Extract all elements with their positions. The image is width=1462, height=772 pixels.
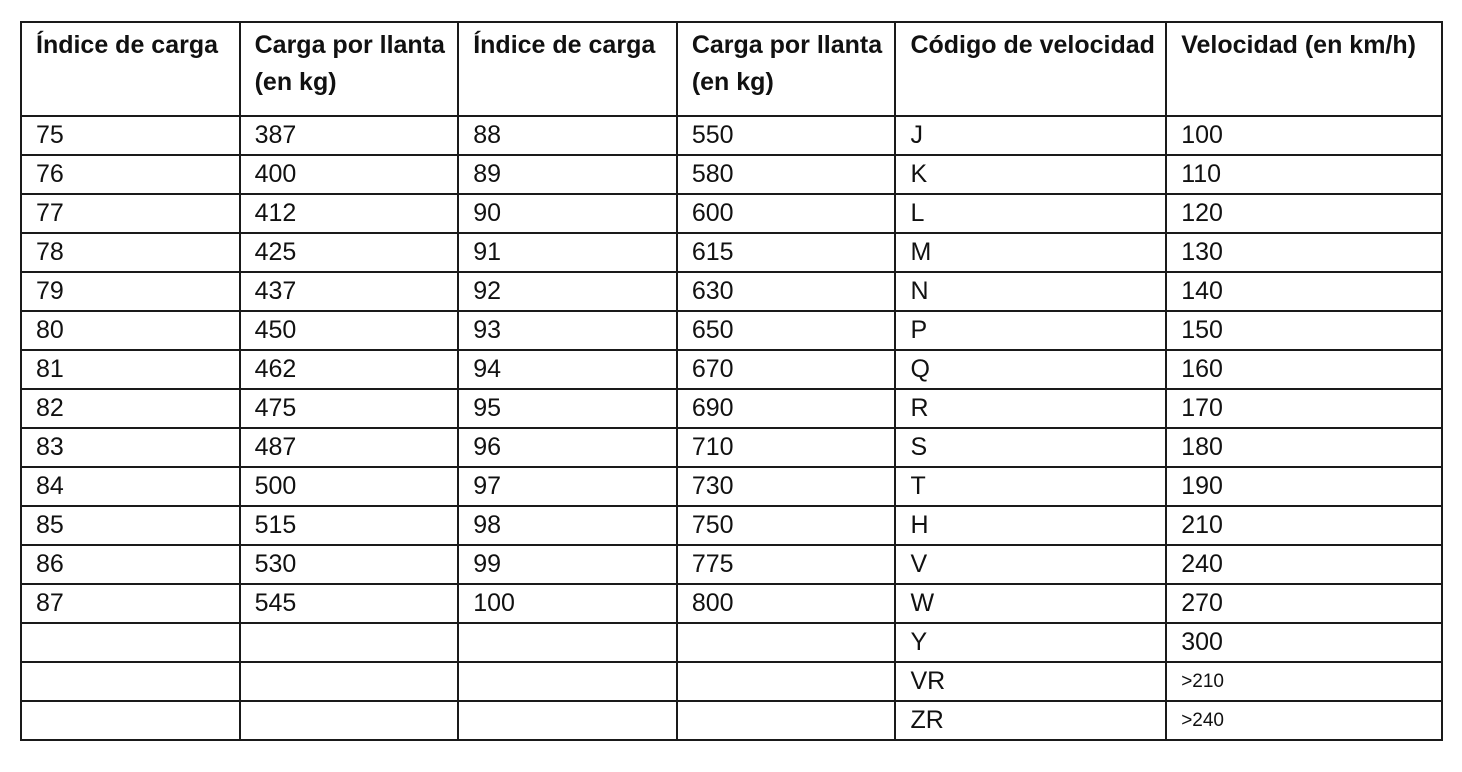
cell-load-per-tire-2: 775 (677, 545, 896, 584)
cell-load-index-2: 100 (458, 584, 677, 623)
cell-load-per-tire-1: 387 (240, 116, 459, 155)
cell-speed-kmh: 120 (1166, 194, 1442, 233)
cell-load-per-tire-2: 710 (677, 428, 896, 467)
cell-speed-code: N (895, 272, 1166, 311)
cell-speed-code: M (895, 233, 1166, 272)
cell-load-per-tire-2: 550 (677, 116, 896, 155)
cell-load-per-tire-1: 545 (240, 584, 459, 623)
cell-load-per-tire-2: 600 (677, 194, 896, 233)
cell-load-index-2 (458, 662, 677, 701)
cell-load-per-tire-1: 475 (240, 389, 459, 428)
cell-load-per-tire-2: 630 (677, 272, 896, 311)
table-row (21, 116, 1442, 155)
cell-speed-code: ZR (895, 701, 1166, 740)
cell-speed-kmh: 190 (1166, 467, 1442, 506)
cell-load-index-2: 92 (458, 272, 677, 311)
cell-load-per-tire-2: 670 (677, 350, 896, 389)
cell-load-index-2 (458, 701, 677, 740)
cell-load-index-2: 95 (458, 389, 677, 428)
cell-speed-code: H (895, 506, 1166, 545)
table-row (21, 428, 1442, 467)
cell-load-per-tire-1: 412 (240, 194, 459, 233)
header-speed-kmh: Velocidad (en km/h) (1166, 22, 1442, 116)
table-row (21, 155, 1442, 194)
cell-load-index-2: 93 (458, 311, 677, 350)
cell-load-index-1 (21, 701, 240, 740)
cell-load-index-1: 76 (21, 155, 240, 194)
cell-speed-kmh: 240 (1166, 545, 1442, 584)
cell-load-index-1: 78 (21, 233, 240, 272)
cell-load-index-1: 79 (21, 272, 240, 311)
tire-load-speed-table (20, 21, 1443, 741)
table-row (21, 623, 1442, 662)
cell-load-index-2: 99 (458, 545, 677, 584)
cell-load-per-tire-2 (677, 623, 896, 662)
cell-speed-kmh: 160 (1166, 350, 1442, 389)
cell-load-per-tire-1: 425 (240, 233, 459, 272)
cell-speed-code: K (895, 155, 1166, 194)
cell-speed-kmh: 110 (1166, 155, 1442, 194)
table-row (21, 584, 1442, 623)
cell-load-index-2: 91 (458, 233, 677, 272)
cell-speed-code: V (895, 545, 1166, 584)
cell-load-per-tire-1: 462 (240, 350, 459, 389)
table-body (21, 116, 1442, 740)
table-header-row (21, 22, 1442, 116)
cell-load-per-tire-2 (677, 701, 896, 740)
cell-load-index-1: 83 (21, 428, 240, 467)
cell-speed-kmh: 300 (1166, 623, 1442, 662)
cell-load-per-tire-1 (240, 701, 459, 740)
cell-speed-code: P (895, 311, 1166, 350)
cell-speed-kmh: >210 (1166, 662, 1442, 701)
cell-load-index-1: 80 (21, 311, 240, 350)
cell-load-per-tire-1 (240, 623, 459, 662)
cell-load-index-2: 96 (458, 428, 677, 467)
cell-speed-kmh: 170 (1166, 389, 1442, 428)
table-row (21, 506, 1442, 545)
header-load-index-1: Índice de carga (21, 22, 240, 116)
table-row (21, 311, 1442, 350)
cell-load-index-2: 97 (458, 467, 677, 506)
header-load-per-tire-2: Carga por llanta (en kg) (677, 22, 896, 116)
cell-load-per-tire-1: 530 (240, 545, 459, 584)
cell-load-index-1 (21, 662, 240, 701)
cell-load-per-tire-1: 400 (240, 155, 459, 194)
cell-load-per-tire-1: 487 (240, 428, 459, 467)
cell-load-per-tire-2: 615 (677, 233, 896, 272)
cell-load-index-1 (21, 623, 240, 662)
cell-speed-code: W (895, 584, 1166, 623)
table-row (21, 662, 1442, 701)
header-load-index-2: Índice de carga (458, 22, 677, 116)
cell-load-per-tire-1: 437 (240, 272, 459, 311)
cell-load-index-1: 75 (21, 116, 240, 155)
cell-load-per-tire-1: 515 (240, 506, 459, 545)
cell-speed-code: Y (895, 623, 1166, 662)
cell-load-per-tire-2: 800 (677, 584, 896, 623)
header-load-per-tire-1: Carga por llanta (en kg) (240, 22, 459, 116)
cell-speed-kmh: 180 (1166, 428, 1442, 467)
cell-speed-code: VR (895, 662, 1166, 701)
header-speed-code: Código de velocidad (895, 22, 1166, 116)
cell-speed-code: J (895, 116, 1166, 155)
cell-load-index-2: 90 (458, 194, 677, 233)
cell-load-per-tire-1: 500 (240, 467, 459, 506)
table-row (21, 272, 1442, 311)
cell-load-index-1: 77 (21, 194, 240, 233)
cell-speed-kmh: 150 (1166, 311, 1442, 350)
cell-speed-code: T (895, 467, 1166, 506)
cell-speed-kmh: 210 (1166, 506, 1442, 545)
cell-load-index-1: 86 (21, 545, 240, 584)
cell-load-index-2 (458, 623, 677, 662)
cell-load-per-tire-2: 580 (677, 155, 896, 194)
cell-load-per-tire-2: 750 (677, 506, 896, 545)
cell-speed-code: L (895, 194, 1166, 233)
cell-load-index-1: 82 (21, 389, 240, 428)
table-row (21, 545, 1442, 584)
cell-load-index-2: 98 (458, 506, 677, 545)
cell-load-index-1: 81 (21, 350, 240, 389)
cell-load-index-2: 88 (458, 116, 677, 155)
cell-load-index-1: 85 (21, 506, 240, 545)
cell-speed-code: Q (895, 350, 1166, 389)
cell-load-index-1: 84 (21, 467, 240, 506)
cell-load-per-tire-1 (240, 662, 459, 701)
table-row (21, 350, 1442, 389)
table-row (21, 389, 1442, 428)
cell-speed-kmh: 270 (1166, 584, 1442, 623)
table-row (21, 194, 1442, 233)
table-row (21, 467, 1442, 506)
cell-load-per-tire-2: 690 (677, 389, 896, 428)
cell-speed-kmh: >240 (1166, 701, 1442, 740)
cell-load-per-tire-1: 450 (240, 311, 459, 350)
cell-speed-kmh: 100 (1166, 116, 1442, 155)
cell-speed-kmh: 130 (1166, 233, 1442, 272)
table-row (21, 233, 1442, 272)
table-row (21, 701, 1442, 740)
cell-speed-code: S (895, 428, 1166, 467)
cell-load-per-tire-2 (677, 662, 896, 701)
cell-load-per-tire-2: 730 (677, 467, 896, 506)
cell-load-index-2: 94 (458, 350, 677, 389)
cell-load-per-tire-2: 650 (677, 311, 896, 350)
cell-load-index-2: 89 (458, 155, 677, 194)
cell-speed-code: R (895, 389, 1166, 428)
cell-speed-kmh: 140 (1166, 272, 1442, 311)
cell-load-index-1: 87 (21, 584, 240, 623)
